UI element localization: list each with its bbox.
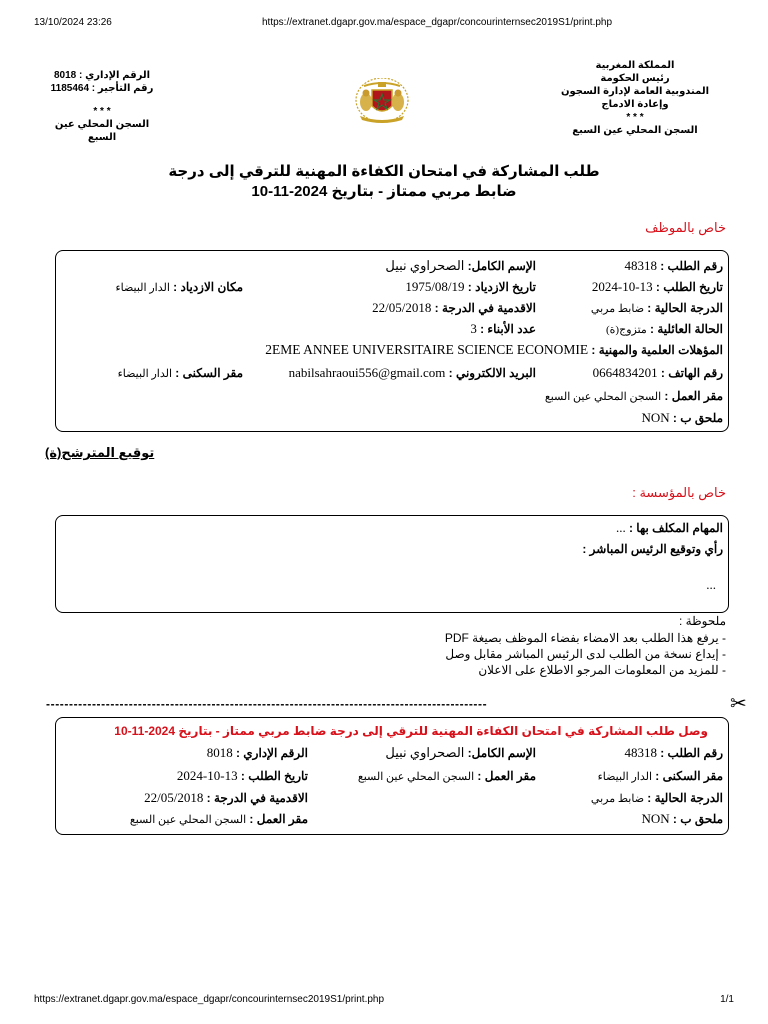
family-status-field: [606, 321, 723, 337]
label: البريد الالكتروني :: [448, 366, 536, 380]
label: مقر العمل :: [477, 769, 536, 783]
request-no: 48318: [624, 258, 657, 273]
children-field: [470, 321, 536, 337]
request-date-field: [592, 279, 723, 295]
print-datetime: 13/10/2024 23:26: [34, 17, 112, 28]
header-stars: * * *: [626, 112, 644, 123]
page-count: 1/1: [720, 994, 734, 1005]
receipt-request-date: 13-10-2024: [176, 768, 238, 783]
tasks: ...: [615, 520, 626, 535]
workplace: السجن المحلي عين السبع: [544, 391, 662, 403]
request-date: 13-10-2024: [591, 279, 653, 294]
admin-no: 8018: [53, 70, 77, 81]
label: الاقدمية في الدرجة :: [434, 301, 536, 315]
receipt-attached-field: [641, 811, 723, 827]
children-count: 3: [470, 321, 477, 336]
label: مكان الازدياد :: [173, 280, 243, 294]
receipt-title-date: 2024-11-10: [114, 724, 176, 738]
label: مقر السكنى :: [175, 366, 243, 380]
pay-no-label: رقم التأجير :: [91, 83, 154, 94]
receipt-grade-field: [591, 790, 723, 806]
receipt-seniority-field: [144, 790, 308, 806]
employee-section-heading: خاص بالموظف: [645, 220, 726, 235]
receipt-workplace-field: [358, 768, 536, 784]
receipt-admin-no: 8018: [206, 745, 233, 760]
full-name: الصحراوي نبيل: [385, 258, 465, 273]
header-line: السجن المحلي عين السبع: [572, 125, 698, 136]
label: ملحق ب :: [672, 411, 723, 425]
note-item: - للمزيد من المعلومات المرجو الاطلاع على الاعلان: [478, 663, 726, 677]
label: الرقم الإداري :: [235, 746, 308, 760]
label: الدرجة الحالية :: [647, 301, 723, 315]
note-item: - إيداع نسخة من الطلب لدى الرئيس المباشر مقابل وصل: [445, 647, 726, 661]
label: عدد الأبناء :: [480, 322, 536, 336]
receipt-full-name: الصحراوي نبيل: [385, 745, 465, 760]
title-line-1: طلب المشاركة في امتحان الكفاءة المهنية للترقي إلى درجة: [168, 163, 600, 180]
current-grade-field: [591, 300, 723, 316]
label: المهام المكلف بها :: [628, 521, 723, 535]
receipt-workplace2: السجن المحلي عين السبع: [129, 814, 247, 826]
receipt-request-date-field: [177, 768, 308, 784]
title-date: 2024-11-10: [251, 183, 328, 200]
birth-date: 1975/08/19: [405, 279, 465, 294]
receipt-seniority: 22/05/2018: [144, 790, 204, 805]
label: مقر العمل :: [664, 389, 723, 403]
current-grade: ضابط مربي: [590, 303, 645, 315]
seniority-field: [372, 300, 536, 316]
birth-place-field: [115, 279, 243, 295]
residence: الدار البيضاء: [117, 368, 173, 380]
receipt-residence-field: [598, 768, 723, 784]
label: تاريخ الطلب :: [240, 769, 308, 783]
opinion-field: [582, 541, 723, 557]
email: nabilsahraoui556@gmail.com: [288, 365, 446, 380]
receipt-current-grade: ضابط مربي: [590, 793, 645, 805]
header-line: رئيس الحكومة: [600, 73, 670, 84]
pay-no: 1185464: [50, 83, 90, 94]
label: مقر السكنى :: [655, 769, 723, 783]
receipt-attached: NON: [641, 811, 670, 826]
birth-date-field: [405, 279, 536, 295]
label: الدرجة الحالية :: [647, 791, 723, 805]
receipt-admin-no-field: [207, 745, 308, 761]
print-url: https://extranet.dgapr.gov.ma/espace_dgapr/concourinternsec2019S1/print.php: [262, 17, 613, 28]
label: رقم الهاتف :: [660, 366, 723, 380]
label: الإسم الكامل:: [467, 746, 536, 760]
label: الإسم الكامل:: [467, 259, 536, 273]
residence-field: [118, 365, 243, 381]
label: تاريخ الطلب :: [655, 280, 723, 294]
qualifications: 2EME ANNEE UNIVERSITAIRE SCIENCE ECONOMIE: [265, 342, 589, 357]
tasks-field: [616, 520, 723, 536]
label: رأي وتوقيع الرئيس المباشر :: [582, 542, 723, 556]
label: رقم الطلب :: [660, 746, 723, 760]
institution-section-heading: خاص بالمؤسسة :: [632, 485, 726, 500]
admin-info-header: [42, 69, 162, 144]
request-no-field: [624, 258, 723, 274]
institution-name: السجن المحلي عين السبع: [54, 119, 150, 143]
qualifications-field: [265, 342, 723, 358]
header-line: وإعادة الادماج: [601, 99, 669, 110]
receipt-workplace: السجن المحلي عين السبع: [357, 771, 475, 783]
header-line: المندوبية العامة لإدارة السجون: [560, 86, 710, 97]
receipt-residence: الدار البيضاء: [597, 771, 653, 783]
note-item: - يرفع هذا الطلب بعد الامضاء بفضاء الموظف بصيغة PDF: [444, 631, 726, 645]
coat-of-arms-icon: [354, 78, 410, 126]
label: الاقدمية في الدرجة :: [206, 791, 308, 805]
opinion-value: ...: [706, 577, 716, 592]
kingdom-header: [550, 59, 720, 137]
family-status: متزوج(ة): [606, 324, 647, 336]
receipt-workplace2-field: [130, 811, 308, 827]
label: المؤهلات العلمية والمهنية :: [591, 343, 723, 357]
birth-place: الدار البيضاء: [115, 282, 170, 294]
employee-info-box: [55, 250, 729, 432]
admin-no-label: الرقم الإداري :: [78, 70, 151, 81]
label: رقم الطلب :: [660, 259, 723, 273]
attached: NON: [641, 410, 670, 425]
header-stars: * * *: [93, 106, 111, 117]
workplace-field: [545, 388, 723, 404]
receipt-title: [114, 724, 708, 738]
title-prefix: ضابط مربي ممتاز - بتاريخ: [331, 183, 517, 200]
notes-heading: ملحوظة :: [679, 614, 726, 628]
label: ملحق ب :: [672, 812, 723, 826]
receipt-request-no-field: [624, 745, 723, 761]
label: مقر العمل :: [249, 812, 308, 826]
label: الحالة العائلية :: [650, 322, 723, 336]
footer-url: https://extranet.dgapr.gov.ma/espace_dgapr/concourinternsec2019S1/print.php: [34, 994, 385, 1005]
email-field: [289, 365, 536, 381]
receipt-request-no: 48318: [624, 745, 657, 760]
attached-field: [641, 410, 723, 426]
title-line-2: [0, 182, 768, 202]
candidate-signature-label: توقيع المترشح(ة): [45, 445, 155, 460]
cut-line: ------------------------------------------------------------------------------------------------: [46, 697, 488, 711]
receipt-full-name-field: [385, 745, 536, 761]
header-line: المملكة المغربية: [595, 60, 675, 71]
phone: 0664834201: [592, 365, 658, 380]
full-name-field: [385, 258, 536, 274]
label: تاريخ الازدياد :: [467, 280, 536, 294]
receipt-title-text: وصل طلب المشاركة في امتحان الكفاءة المهنية للترقي إلى درجة ضابط مربي ممتاز - بتاريخ: [178, 724, 708, 738]
scissors-icon: ✂: [730, 693, 747, 715]
page-title: [0, 162, 768, 202]
phone-field: [593, 365, 723, 381]
seniority: 22/05/2018: [372, 300, 432, 315]
